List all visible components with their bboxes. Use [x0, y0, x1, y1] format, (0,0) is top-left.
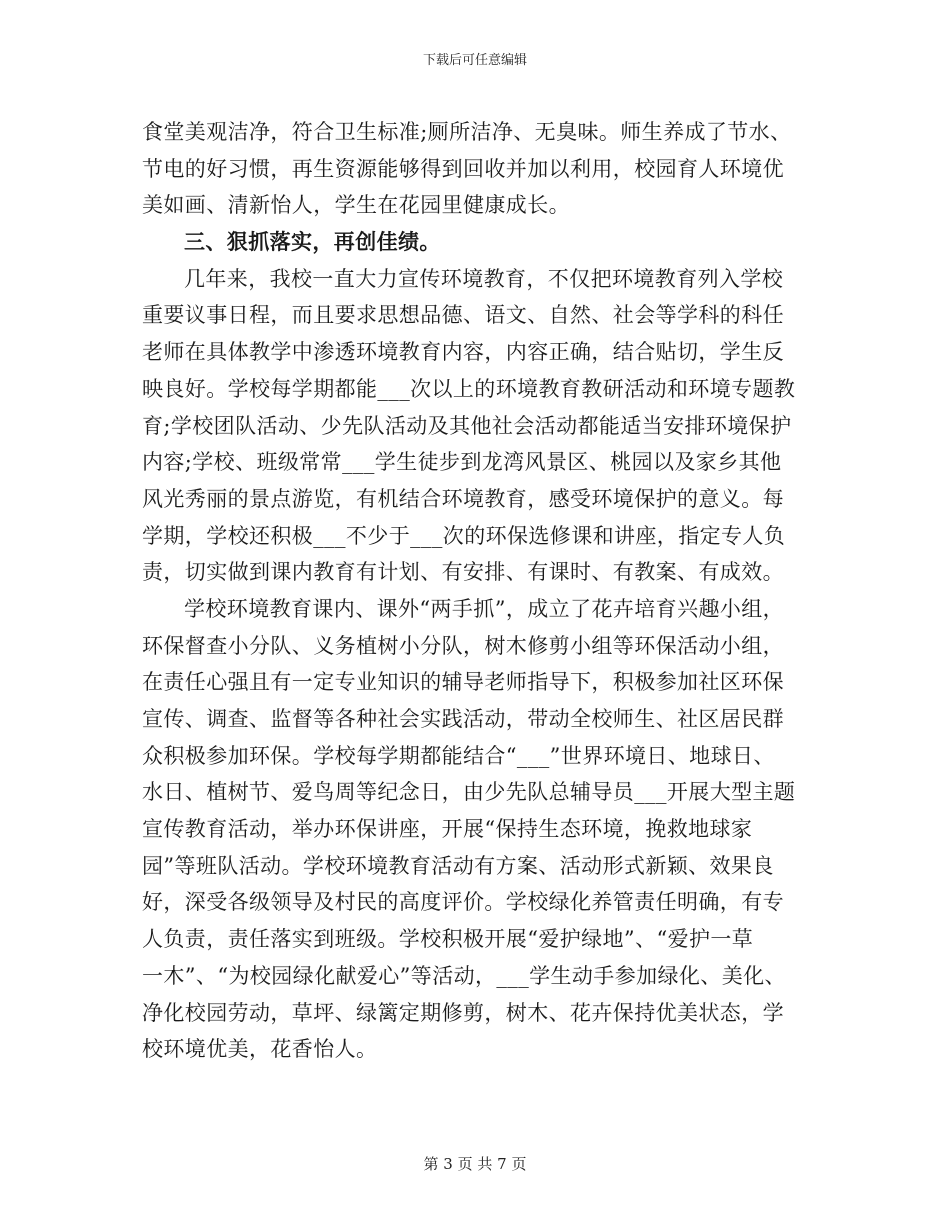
- section-heading: 三、狠抓落实，再创佳绩。: [184, 229, 441, 255]
- body-line: 环保督查小分队、义务植树小分队，树木修剪小组等环保活动小组，: [142, 633, 784, 658]
- body-line: 学期，学校还积极___不少于___次的环保选修课和讲座，指定专人负: [142, 523, 786, 548]
- body-line: 净化校园劳动，草坪、绿篱定期修剪，树木、花卉保持优美状态，学: [142, 1000, 784, 1025]
- body-line: 水日、植树节、爱鸟周等纪念日，由少先队总辅导员___开展大型主题: [142, 780, 796, 805]
- body-line: 风光秀丽的景点游览，有机结合环境教育，感受环境保护的意义。每: [142, 486, 784, 511]
- body-line: 重要议事日程，而且要求思想品德、语文、自然、社会等学科的科任: [142, 303, 784, 328]
- body-line: 人负责，责任落实到班级。学校积极开展“爱护绿地”、“爱护一草: [142, 927, 754, 952]
- page-header: 下载后可任意编辑: [422, 53, 527, 68]
- body-line: 宣传、调查、监督等各种社会实践活动，带动全校师生、社区居民群: [142, 707, 784, 731]
- body-line: 食堂美观洁净，符合卫生标准;厕所洁净、无臭味。师生养成了节水、: [142, 120, 792, 144]
- body-line: 内容;学校、班级常常___学生徒步到龙湾风景区、桃园以及家乡其他: [142, 450, 782, 475]
- page-number-footer: 第 3 页 共 7 页: [423, 1155, 527, 1173]
- body-line: 好，深受各级领导及村民的高度评价。学校绿化养管责任明确，有专: [142, 890, 784, 915]
- body-line: 学校环境教育课内、课外“两手抓”，成立了花卉培育兴趣小组，: [184, 596, 785, 621]
- body-line: 几年来，我校一直大力宣传环境教育，不仅把环境教育列入学校: [184, 266, 784, 291]
- body-line: 育;学校团队活动、少先队活动及其他社会活动都能适当安排环境保护: [142, 413, 792, 438]
- body-line: 一木”、“为校园绿化献爱心”等活动，___学生动手参加绿化、美化、: [142, 963, 786, 988]
- body-line: 责，切实做到课内教育有计划、有安排、有课时、有教案、有成效。: [142, 560, 784, 585]
- body-line: 校环境优美，花香怡人。: [142, 1037, 378, 1062]
- body-line: 老师在具体教学中渗透环境教育内容，内容正确，结合贴切，学生反: [142, 340, 784, 365]
- body-line: 在责任心强且有一定专业知识的辅导老师指导下，积极参加社区环保: [142, 670, 784, 695]
- body-line: 宣传教育活动，举办环保讲座，开展“保持生态环境，挽救地球家: [142, 817, 753, 842]
- body-line: 节电的好习惯，再生资源能够得到回收并加以利用，校园育人环境优: [142, 156, 784, 181]
- body-line: 美如画、清新怡人，学生在花园里健康成长。: [142, 193, 570, 218]
- document-body: [142, 114, 818, 1068]
- body-line: 映良好。学校每学期都能___次以上的环境教育教研活动和环境专题教: [142, 376, 796, 401]
- body-line: 众积极参加环保。学校每学期都能结合“___”世界环境日、地球日、: [142, 743, 775, 768]
- body-line: 园”等班队活动。学校环境教育活动有方案、活动形式新颖、效果良: [142, 853, 774, 878]
